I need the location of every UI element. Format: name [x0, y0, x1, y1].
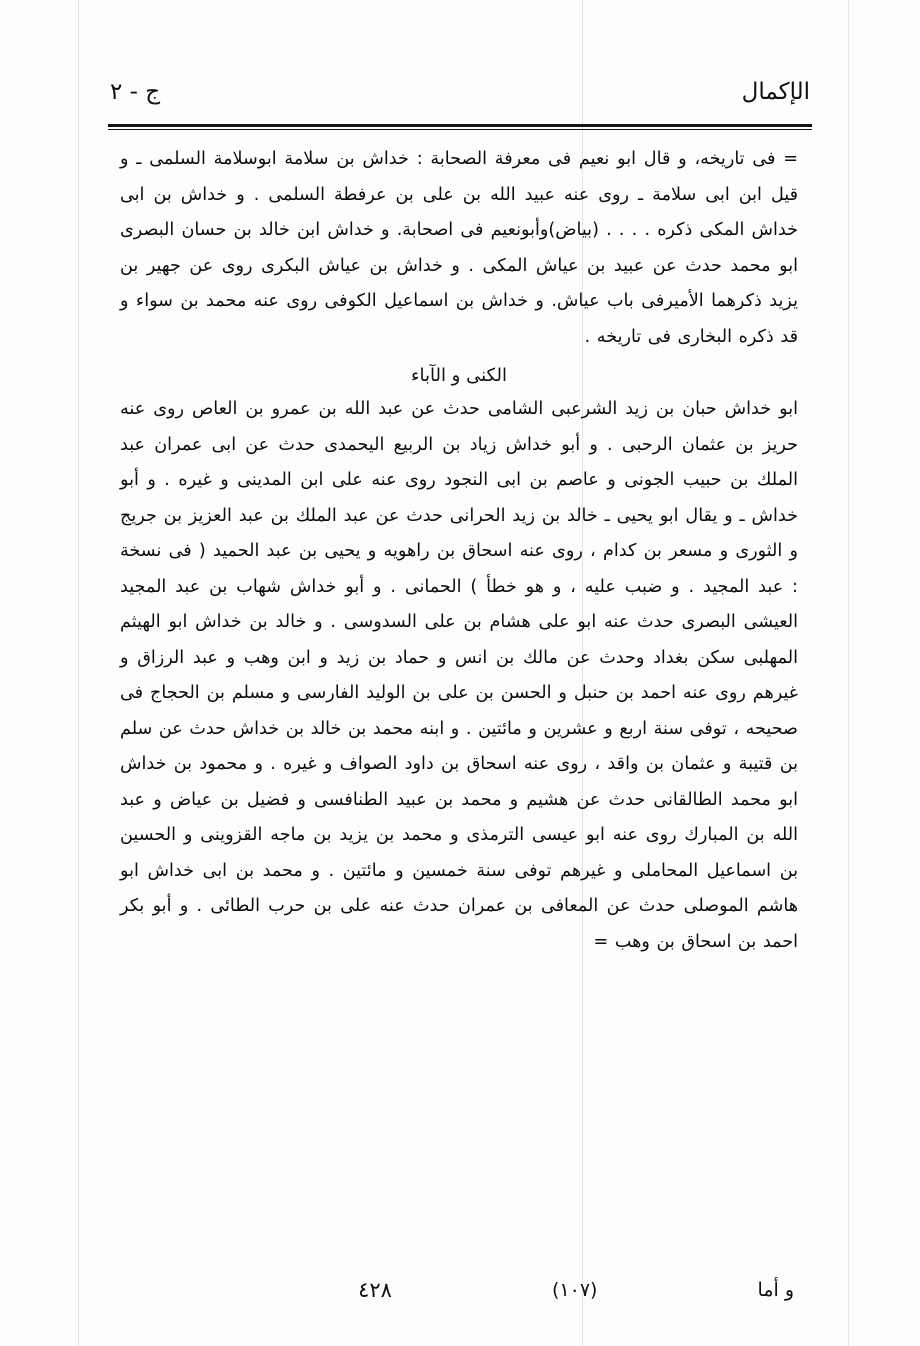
scan-guide-line [78, 0, 79, 1346]
header-rule [108, 124, 812, 130]
section-heading: الكنى و الآباء [411, 365, 507, 386]
catchword: و أما [757, 1279, 794, 1301]
paragraph-main: ابو خداش حبان بن زيد الشرعبى الشامى حدث عن عبد الله بن عمرو بن العاص روى عنه حريز بن عثمان الرحبى . و أبو خداش زياد بن الربيع اليحمدى حدث عن ابى عمران عبد الملك بن حبيب الجونى و عاصم بن ابى النجود روى عنه على ابن المدينى و غيره . و أبو خداش ـ و يقال ابو يحيى ـ خالد بن زيد الحرانى حدث عن عبد الملك بن عبد العزيز بن جريج و الثورى و مسعر بن كدام ، روى عنه اسحاق بن راهويه و يحيى بن عبد الحميد ( فى نسخة : عبد المجيد . و ضبب عليه ، و هو خطأ ) الحمانى . و أبو خداش شهاب بن عبد المجيد العيشى البصرى حدث عنه ابو على هشام بن على السدوسى . و خالد بن خداش ابو الهيثم المهلبى سكن بغداد وحدث عن مالك بن انس و حماد بن زيد و ابن وهب و عبد الرزاق و غيرهم روى عنه احمد بن حنبل و الحسن بن على بن الوليد الفارسى و مسلم بن الحجاج فى صحيحه ، توفى سنة اربع و عشرين و مائتين . و ابنه محمد بن خالد بن خداش حدث عن سلم بن قتيبة و عثمان بن واقد ، روى عنه اسحاق بن داود الصواف و غيره . و محمود بن خداش ابو محمد الطالقانى حدث عن هشيم و محمد بن عبيد الطنافسى و فضيل بن عياض و عبد الله بن المبارك روى عنه ابو عيسى الترمذى و محمد بن يزيد بن ماجه القزوينى و الحسين بن اسماعيل المحاملى و غيرهم توفى سنة خمسين و مائتين . و محمد بن ابى خداش ابو هاشم الموصلى حدث عن المعافى بن عمران حدث عنه على بن حرب الطائى . و أبو بكر احمد بن اسحاق بن وهب = [120, 399, 798, 952]
paragraph-continuation: = فى تاريخه، و قال ابو نعيم فى معرفة الصحابة : خداش بن سلامة ابوسلامة السلمى ـ و قيل ابن ابى سلامة ـ روى عنه عبيد الله بن على بن عرفطة السلمى . و خداش بن ابى خداش المكى ذكره . . . . (بياض)وأبونعيم فى اصحابة. و خداش ابن خالد بن حسان البصرى ابو محمد حدث عن عبيد بن عياش المكى . و خداش بن عياش البكرى روى عن جهير بن يزيد ذكرهما الأميرفى باب عياش. و خداش بن اسماعيل الكوفى روى عنه محمد بن سواء و قد ذكره البخارى فى تاريخه . [120, 149, 798, 347]
page-number: ٤٢٨ [358, 1278, 392, 1302]
page-header [110, 72, 810, 112]
page-footer [118, 1278, 794, 1302]
book-title: الإكمال [741, 79, 810, 105]
scan-guide-line [848, 0, 849, 1346]
volume-marker: ج - ٢ [110, 79, 161, 105]
quire-signature: (١٠٧) [552, 1279, 598, 1301]
page-body [120, 142, 798, 962]
